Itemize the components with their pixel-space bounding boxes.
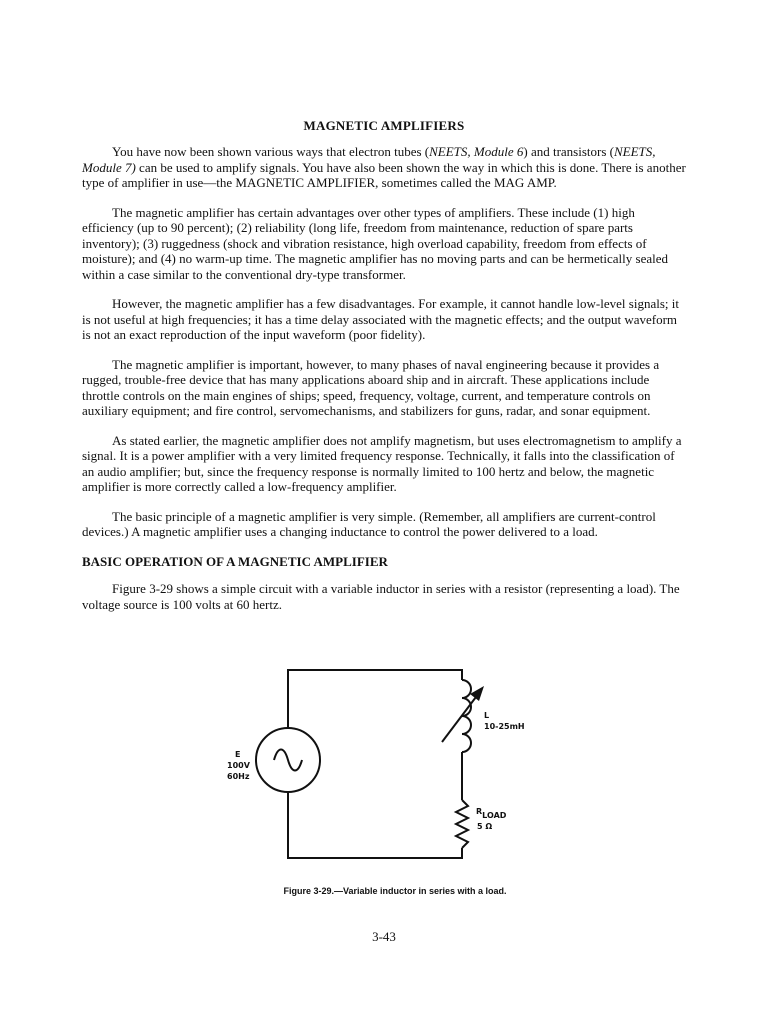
resistor-symbol: R <box>476 807 483 816</box>
resistor-label <box>476 807 507 820</box>
figure-caption: Figure 3-29.—Variable inductor in series with a load. <box>283 886 507 896</box>
paragraph-applications: The magnetic amplifier is important, however, to many phases of naval engineering because it provides a rugged, trouble-free device that has many applications aboard ship and in aircraft. These applications include throttle controls on the main engines of ships; speed, frequency, voltage, current, and temperature controls on auxiliary equipment; and fire control, servomechanisms, and stabilizers for guns, radar, and sonar equipment. <box>82 356 660 418</box>
sine-wave-icon <box>274 750 302 771</box>
circuit-wire-bottom <box>288 792 462 858</box>
inductor-label: L <box>484 711 490 720</box>
circuit-diagram <box>200 660 560 880</box>
paragraph-basic-principle: The basic principle of a magnetic amplifier is very simple. (Remember, all amplifiers are current-control devices.) A magnetic amplifier uses a changing inductance to control the power delivered to a load. <box>82 508 656 539</box>
neets-module-6-reference: NEETS, Module 6 <box>429 144 524 159</box>
page-title: MAGNETIC AMPLIFIERS <box>303 118 465 133</box>
load-resistor <box>456 800 468 848</box>
paragraph-disadvantages: However, the magnetic amplifier has a few disadvantages. For example, it cannot handle low-level signals; it is not useful at high frequencies; it has a time delay associated with the magnetic effects; and the output waveform is not an exact reproduction of the input waveform (poor fidelity). <box>82 296 679 342</box>
source-voltage: 100V <box>227 761 250 770</box>
neets-module-7-reference: NEETS, Module 7) <box>82 144 656 175</box>
body-text <box>82 144 688 626</box>
source-frequency: 60Hz <box>227 772 250 781</box>
paragraph-intro-part-a: You have now been shown various ways that electron tubes ( <box>112 144 430 159</box>
paragraph-intro <box>82 144 688 191</box>
circuit-figure <box>200 660 560 880</box>
circuit-wire-top <box>288 670 462 728</box>
page-number: 3-43 <box>372 929 396 944</box>
paragraph-advantages: The magnetic amplifier has certain advantages over other types of amplifiers. These include (1) high efficiency (up to 90 percent); (2) reliability (long life, freedom from maintenance, reduction of spare parts inventory); (3) ruggedness (shock and vibration resistance, high overload capability, freedom from effects of moisture); and (4) no warm-up time. The magnetic amplifier has no moving parts and can be hermetically sealed within a case similar to the conventional dry-type transformer. <box>82 204 669 282</box>
paragraph-intro-part-c: ) and transistors ( <box>523 144 614 159</box>
section-heading: BASIC OPERATION OF A MAGNETIC AMPLIFIER <box>82 553 388 569</box>
resistor-value: 5 Ω <box>477 822 493 831</box>
source-label: E <box>235 750 241 759</box>
paragraph-intro-part-e: can be used to amplify signals. You have also been shown the way in which this is done. There is another type of amplifier in use—the MAGNETIC AMPLIFIER, sometimes called the MAG AMP. <box>82 159 686 190</box>
paragraph-electromagnetism: As stated earlier, the magnetic amplifier does not amplify magnetism, but uses electromagnetism to amplify a signal. It is a power amplifier with a very limited frequency response. Technically, it falls into the classification of an audio amplifier; but, since the frequency response is normally limited to 100 hertz and below, the magnetic amplifier is more correctly called a low-frequency amplifier. <box>82 432 682 494</box>
inductor-value: 10-25mH <box>484 722 525 731</box>
inductor-coil <box>462 680 471 752</box>
paragraph-figure-intro: Figure 3-29 shows a simple circuit with a variable inductor in series with a resistor (representing a load). The voltage source is 100 volts at 60 hertz. <box>82 581 680 612</box>
resistor-subscript: LOAD <box>482 811 507 820</box>
